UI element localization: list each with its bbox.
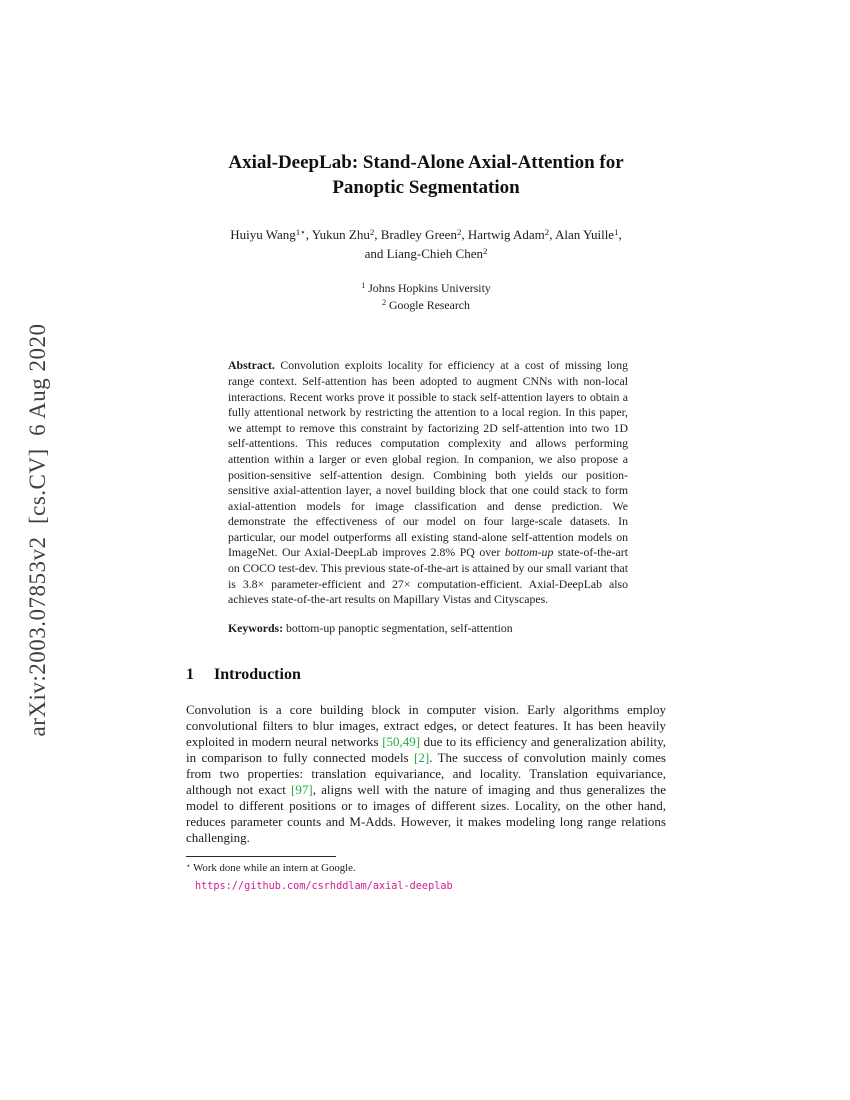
- text-segment: and Liang-Chieh Chen: [364, 246, 483, 261]
- arxiv-watermark: arXiv:2003.07853v2 [cs.CV] 6 Aug 2020: [25, 323, 50, 737]
- text-segment: , Yukun Zhu: [305, 227, 370, 243]
- citation-link[interactable]: [2]: [414, 750, 430, 766]
- paper-title: [186, 150, 666, 200]
- section-heading-introduction: [186, 666, 666, 684]
- text-segment: due to its efficiency and generalization ability, in comparison to fully connected models: [186, 734, 666, 766]
- footnote-block: [186, 856, 666, 894]
- text-segment: Abstract.: [228, 358, 275, 373]
- text-segment: , Alan Yuille: [549, 227, 615, 243]
- title-line-2: Panoptic Segmentation: [332, 177, 520, 199]
- section-title: Introduction: [214, 666, 301, 684]
- text-segment: Johns Hopkins University: [365, 280, 491, 295]
- text-segment: Convolution is a core building block in computer vision. Early algorithms employ convolutional filters to blur images, extract edges, or detect features. It has been heavily exploited in modern neural networks: [186, 702, 666, 750]
- affiliations: [186, 280, 666, 314]
- section-number: 1: [186, 666, 194, 684]
- text-segment: Huiyu Wang: [230, 227, 296, 243]
- superscript: 1: [361, 281, 366, 291]
- footnote-text: [186, 862, 666, 876]
- citation-link[interactable]: [50,49]: [382, 734, 421, 750]
- paper-content: [186, 0, 666, 894]
- github-link[interactable]: https://github.com/csrhddlam/axial-deeplab: [195, 880, 453, 892]
- abstract-text: [228, 358, 628, 608]
- abstract-block: [228, 358, 628, 636]
- author-list: [186, 226, 666, 264]
- author-line-1: [186, 226, 666, 245]
- text-segment: Keywords:: [228, 620, 284, 635]
- author-line-2: [186, 245, 666, 264]
- title-line-1: Axial-DeepLab: Stand-Alone Axial-Attention for: [228, 152, 624, 173]
- superscript: 2: [544, 227, 550, 238]
- text-segment: , Bradley Green: [374, 227, 457, 243]
- text-segment: Google Research: [386, 297, 470, 312]
- footnote-rule: [186, 856, 336, 857]
- text-segment: bottom-up panoptic segmentation, self-attention: [283, 620, 513, 635]
- superscript: 2: [483, 246, 488, 257]
- superscript: ⋆: [186, 861, 191, 871]
- text-segment: Work done while an intern at Google.: [190, 862, 356, 875]
- text-segment: . The success of convolution mainly comes from two properties: translation equivariance, and locality. Translation equivariance, although not exact: [186, 750, 666, 798]
- text-segment: Convolution exploits locality for efficiency at a cost of missing long range context. Self-attention has been adopted to augment CNNs with non-local interactions. Recent works prove it possible to stack self-attention layers to obtain a fully attentional network by restricting the attention to a local region. In this paper, we attempt to remove this constraint by factorizing 2D self-attention into two 1D self-attentions. This reduces computation complexity and allows performing attention within a larger or even global region. In companion, we also propose a position-sensitive self-attention design. Combining both yields our position-sensitive axial-attention layer, a novel building block that one could stack to form axial-attention models for image classification and dense prediction. We demonstrate the effectiveness of our model on four large-scale datasets. In particular, our model outperforms all existing stand-alone self-attention models on ImageNet. Our Axial-DeepLab improves 2.8% PQ over: [228, 358, 628, 560]
- citation-link[interactable]: [97]: [291, 782, 313, 798]
- affiliation-johns-hopkins: [186, 280, 666, 297]
- text-segment: ,: [618, 227, 622, 243]
- superscript: 2: [382, 297, 387, 307]
- superscript: 1: [614, 227, 619, 238]
- text-segment: , aligns well with the nature of imaging and thus generalizes the model to different positions or to images of different sizes. Locality, on the other hand, reduces parameter counts and M-Adds. However, it makes modeling long range relations challenging.: [186, 782, 666, 846]
- keywords-line: [228, 621, 628, 637]
- superscript: 1⋆: [295, 227, 306, 238]
- text-segment: bottom-up: [504, 545, 554, 560]
- text-segment: , Hartwig Adam: [461, 227, 545, 243]
- intro-paragraph-1: [186, 702, 666, 846]
- superscript: 2: [369, 227, 375, 238]
- superscript: 2: [456, 227, 462, 238]
- affiliation-google: [186, 297, 666, 314]
- text-segment: state-of-the-art on COCO test-dev. This previous state-of-the-art is attained by our small variant that is 3.8× parameter-efficient and 27× computation-efficient. Axial-DeepLab also achieves state-of-the-art results on Mapillary Vistas and Cityscapes.: [228, 545, 628, 607]
